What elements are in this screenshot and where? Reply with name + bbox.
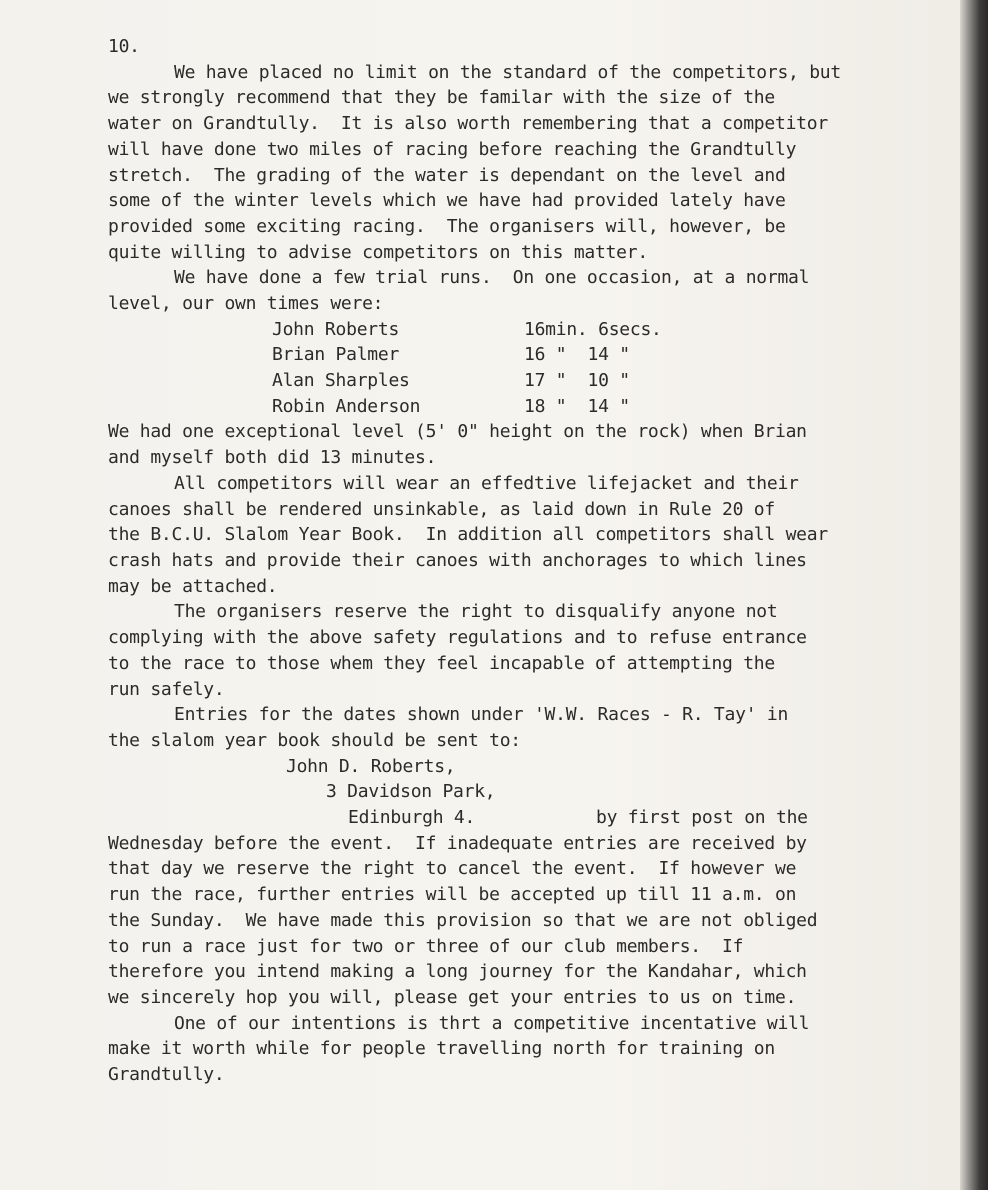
text-line: make it worth while for people travelling north for training on bbox=[108, 1038, 775, 1060]
competitor-name: Robin Anderson bbox=[272, 395, 421, 417]
address-line: John D. Roberts, bbox=[286, 755, 456, 777]
text-line: Wednesday before the event. If inadequate entries are received by bbox=[108, 832, 807, 854]
page-number: 10. bbox=[108, 36, 140, 57]
paragraph-intentions bbox=[108, 1011, 968, 1088]
competitor-name: Alan Sharples bbox=[272, 370, 410, 392]
text-line: therefore you intend making a long journey for the Kandahar, which bbox=[108, 961, 807, 983]
text-line: We have done a few trial runs. On one occasion, at a normal bbox=[174, 267, 810, 289]
text-line: Grandtully. bbox=[108, 1064, 225, 1086]
times-row bbox=[108, 394, 968, 420]
page-binding-edge bbox=[960, 0, 988, 1190]
address-continuation: by first post on the bbox=[596, 807, 808, 829]
text-line: level, our own times were: bbox=[108, 293, 384, 315]
paragraph-trial-runs bbox=[108, 265, 968, 316]
text-line: the slalom year book should be sent to: bbox=[108, 729, 521, 751]
text-line: run the race, further entries will be accepted up till 11 a.m. on bbox=[108, 884, 797, 906]
text-line: and myself both did 13 minutes. bbox=[108, 447, 437, 469]
text-line: may be attached. bbox=[108, 575, 278, 597]
competitor-name: Brian Palmer bbox=[272, 344, 400, 366]
paragraph-entries bbox=[108, 702, 968, 753]
text-line: we sincerely hop you will, please get your entries to us on time. bbox=[108, 986, 797, 1008]
text-line: to run a race just for two or three of our club members. If bbox=[108, 935, 744, 957]
paragraph-disqualification bbox=[108, 599, 968, 702]
times-row bbox=[108, 368, 968, 394]
text-line: will have done two miles of racing before reaching the Grandtully bbox=[108, 138, 797, 160]
text-line: to the race to those whem they feel incapable of attempting the bbox=[108, 652, 775, 674]
paragraph-safety-equipment bbox=[108, 471, 968, 600]
paragraph-entry-deadline bbox=[108, 831, 968, 1011]
text-line: the Sunday. We have made this provision so that we are not obliged bbox=[108, 909, 818, 931]
entry-address bbox=[108, 754, 968, 831]
address-city: Edinburgh 4. bbox=[348, 807, 476, 829]
trial-times-table bbox=[108, 317, 968, 420]
text-line: canoes shall be rendered unsinkable, as laid down in Rule 20 of bbox=[108, 498, 775, 520]
competitor-name: John Roberts bbox=[272, 318, 400, 340]
text-line: stretch. The grading of the water is dependant on the level and bbox=[108, 164, 786, 186]
text-line: water on Grandtully. It is also worth remembering that a competitor bbox=[108, 113, 828, 135]
competitor-time: 18 " 14 " bbox=[524, 395, 630, 417]
text-line: run safely. bbox=[108, 678, 225, 700]
text-line: The organisers reserve the right to disqualify anyone not bbox=[174, 601, 778, 623]
text-line: we strongly recommend that they be familar with the size of the bbox=[108, 87, 775, 109]
competitor-time: 17 " 10 " bbox=[524, 370, 630, 392]
text-line: the B.C.U. Slalom Year Book. In addition all competitors shall wear bbox=[108, 524, 828, 546]
text-line: Entries for the dates shown under 'W.W. Races - R. Tay' in bbox=[174, 704, 789, 726]
text-line: All competitors will wear an effedtive lifejacket and their bbox=[174, 472, 799, 494]
text-line: crash hats and provide their canoes with anchorages to which lines bbox=[108, 550, 807, 571]
text-line: One of our intentions is thrt a competitive incentative will bbox=[174, 1012, 810, 1034]
competitor-time: 16 " 14 " bbox=[524, 344, 630, 366]
text-line: complying with the above safety regulations and to refuse entrance bbox=[108, 627, 807, 649]
document-body bbox=[108, 34, 968, 1088]
text-line: We had one exceptional level (5' 0" height on the rock) when Brian bbox=[108, 421, 807, 443]
paragraph-exceptional-level bbox=[108, 419, 968, 470]
address-line bbox=[108, 805, 968, 831]
text-line: We have placed no limit on the standard of the competitors, but bbox=[174, 61, 841, 83]
text-line: some of the winter levels which we have had provided lately have bbox=[108, 190, 786, 212]
text-line: that day we reserve the right to cancel the event. If however we bbox=[108, 858, 797, 880]
text-line: quite willing to advise competitors on this matter. bbox=[108, 241, 648, 263]
paragraph-competitor-standard bbox=[108, 60, 968, 266]
times-row bbox=[108, 317, 968, 343]
address-line: 3 Davidson Park, bbox=[326, 781, 496, 803]
text-line: provided some exciting racing. The organisers will, however, be bbox=[108, 215, 786, 237]
competitor-time: 16min. 6secs. bbox=[524, 318, 662, 340]
times-row bbox=[108, 342, 968, 368]
